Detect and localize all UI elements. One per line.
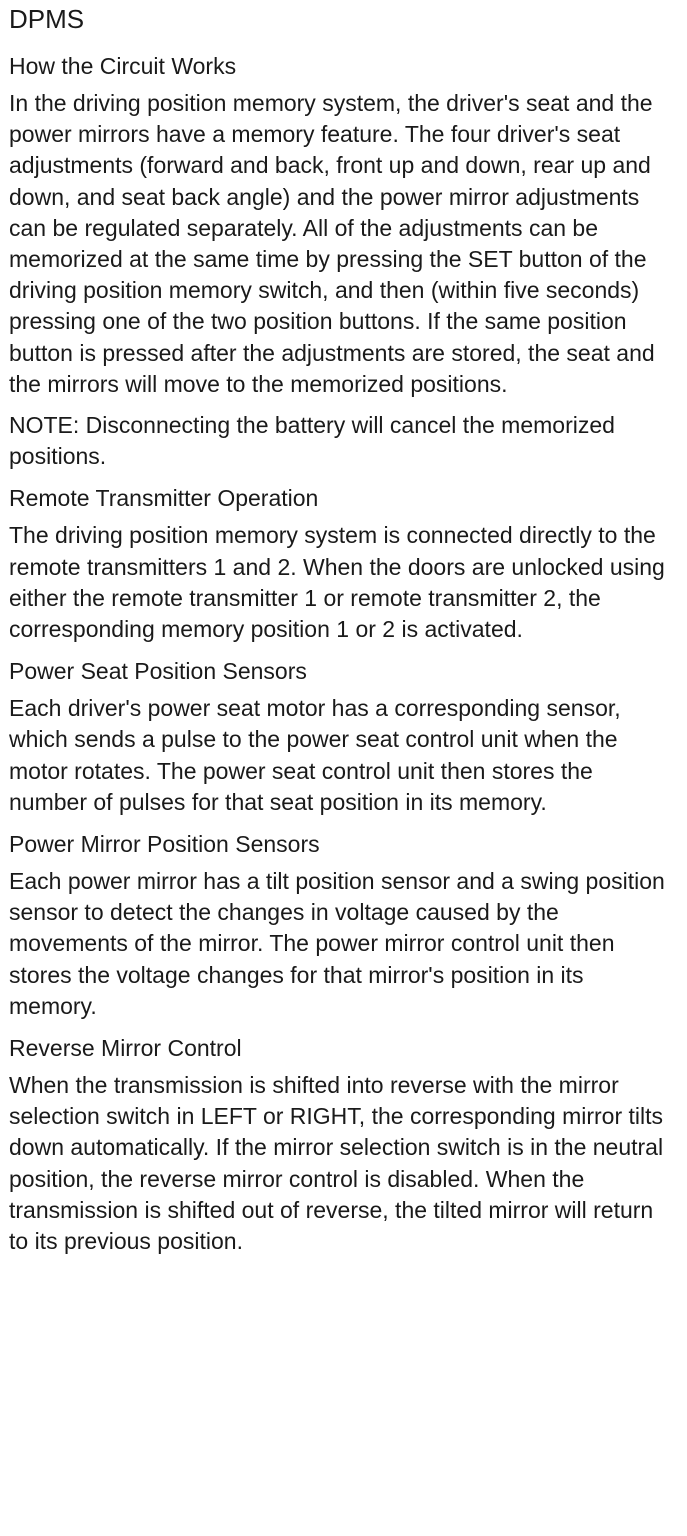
section-heading-power-mirror-sensors: Power Mirror Position Sensors: [9, 831, 320, 858]
document-page: [9, 0, 677, 1257]
paragraph-remote-transmitter: The driving position memory system is connected directly to the remote transmitters 1 and 2. When the doors are unlocked using either the remote transmitter 1 or remote transmitter 2, the corresponding memory position 1 or 2 is activated.: [9, 522, 665, 643]
section-heading-reverse-mirror-control: Reverse Mirror Control: [9, 1035, 242, 1062]
page-title: DPMS: [9, 4, 85, 34]
paragraph-reverse-mirror-control: When the transmission is shifted into reverse with the mirror selection switch in LEFT or RIGHT, the corresponding mirror tilts down automatically. If the mirror selection switch is in the neutral position, the reverse mirror control is disabled. When the transmission is shifted out of reverse, the tilted mirror will return to its previous position.: [9, 1072, 664, 1255]
section-heading-how-the-circuit-works: How the Circuit Works: [9, 53, 237, 79]
paragraph-battery-note: NOTE: Disconnecting the battery will cancel the memorized positions.: [9, 412, 615, 470]
section-heading-power-seat-sensors: Power Seat Position Sensors: [9, 658, 307, 685]
paragraph-circuit-overview: In the driving position memory system, the driver's seat and the power mirrors have a memory feature. The four driver's seat adjustments (forward and back, front up and down, rear up and down, and seat back angle) and the power mirror adjustments can be regulated separately. All of the adjustments can be memorized at the same time by pressing the SET button of the driving position memory switch, and then (within five seconds) pressing one of the two position buttons. If the same position button is pressed after the adjustments are stored, the seat and the mirrors will move to the memorized positions.: [9, 90, 655, 397]
section-heading-remote-transmitter: Remote Transmitter Operation: [9, 485, 319, 512]
paragraph-power-seat-sensors: Each driver's power seat motor has a corresponding sensor, which sends a pulse to the power seat control unit when the motor rotates. The power seat control unit then stores the number of pulses for that seat position in its memory.: [9, 695, 621, 815]
paragraph-power-mirror-sensors: Each power mirror has a tilt position sensor and a swing position sensor to detect the changes in voltage caused by the movements of the mirror. The power mirror control unit then stores the voltage changes for that mirror's position in its memory.: [9, 868, 665, 1019]
